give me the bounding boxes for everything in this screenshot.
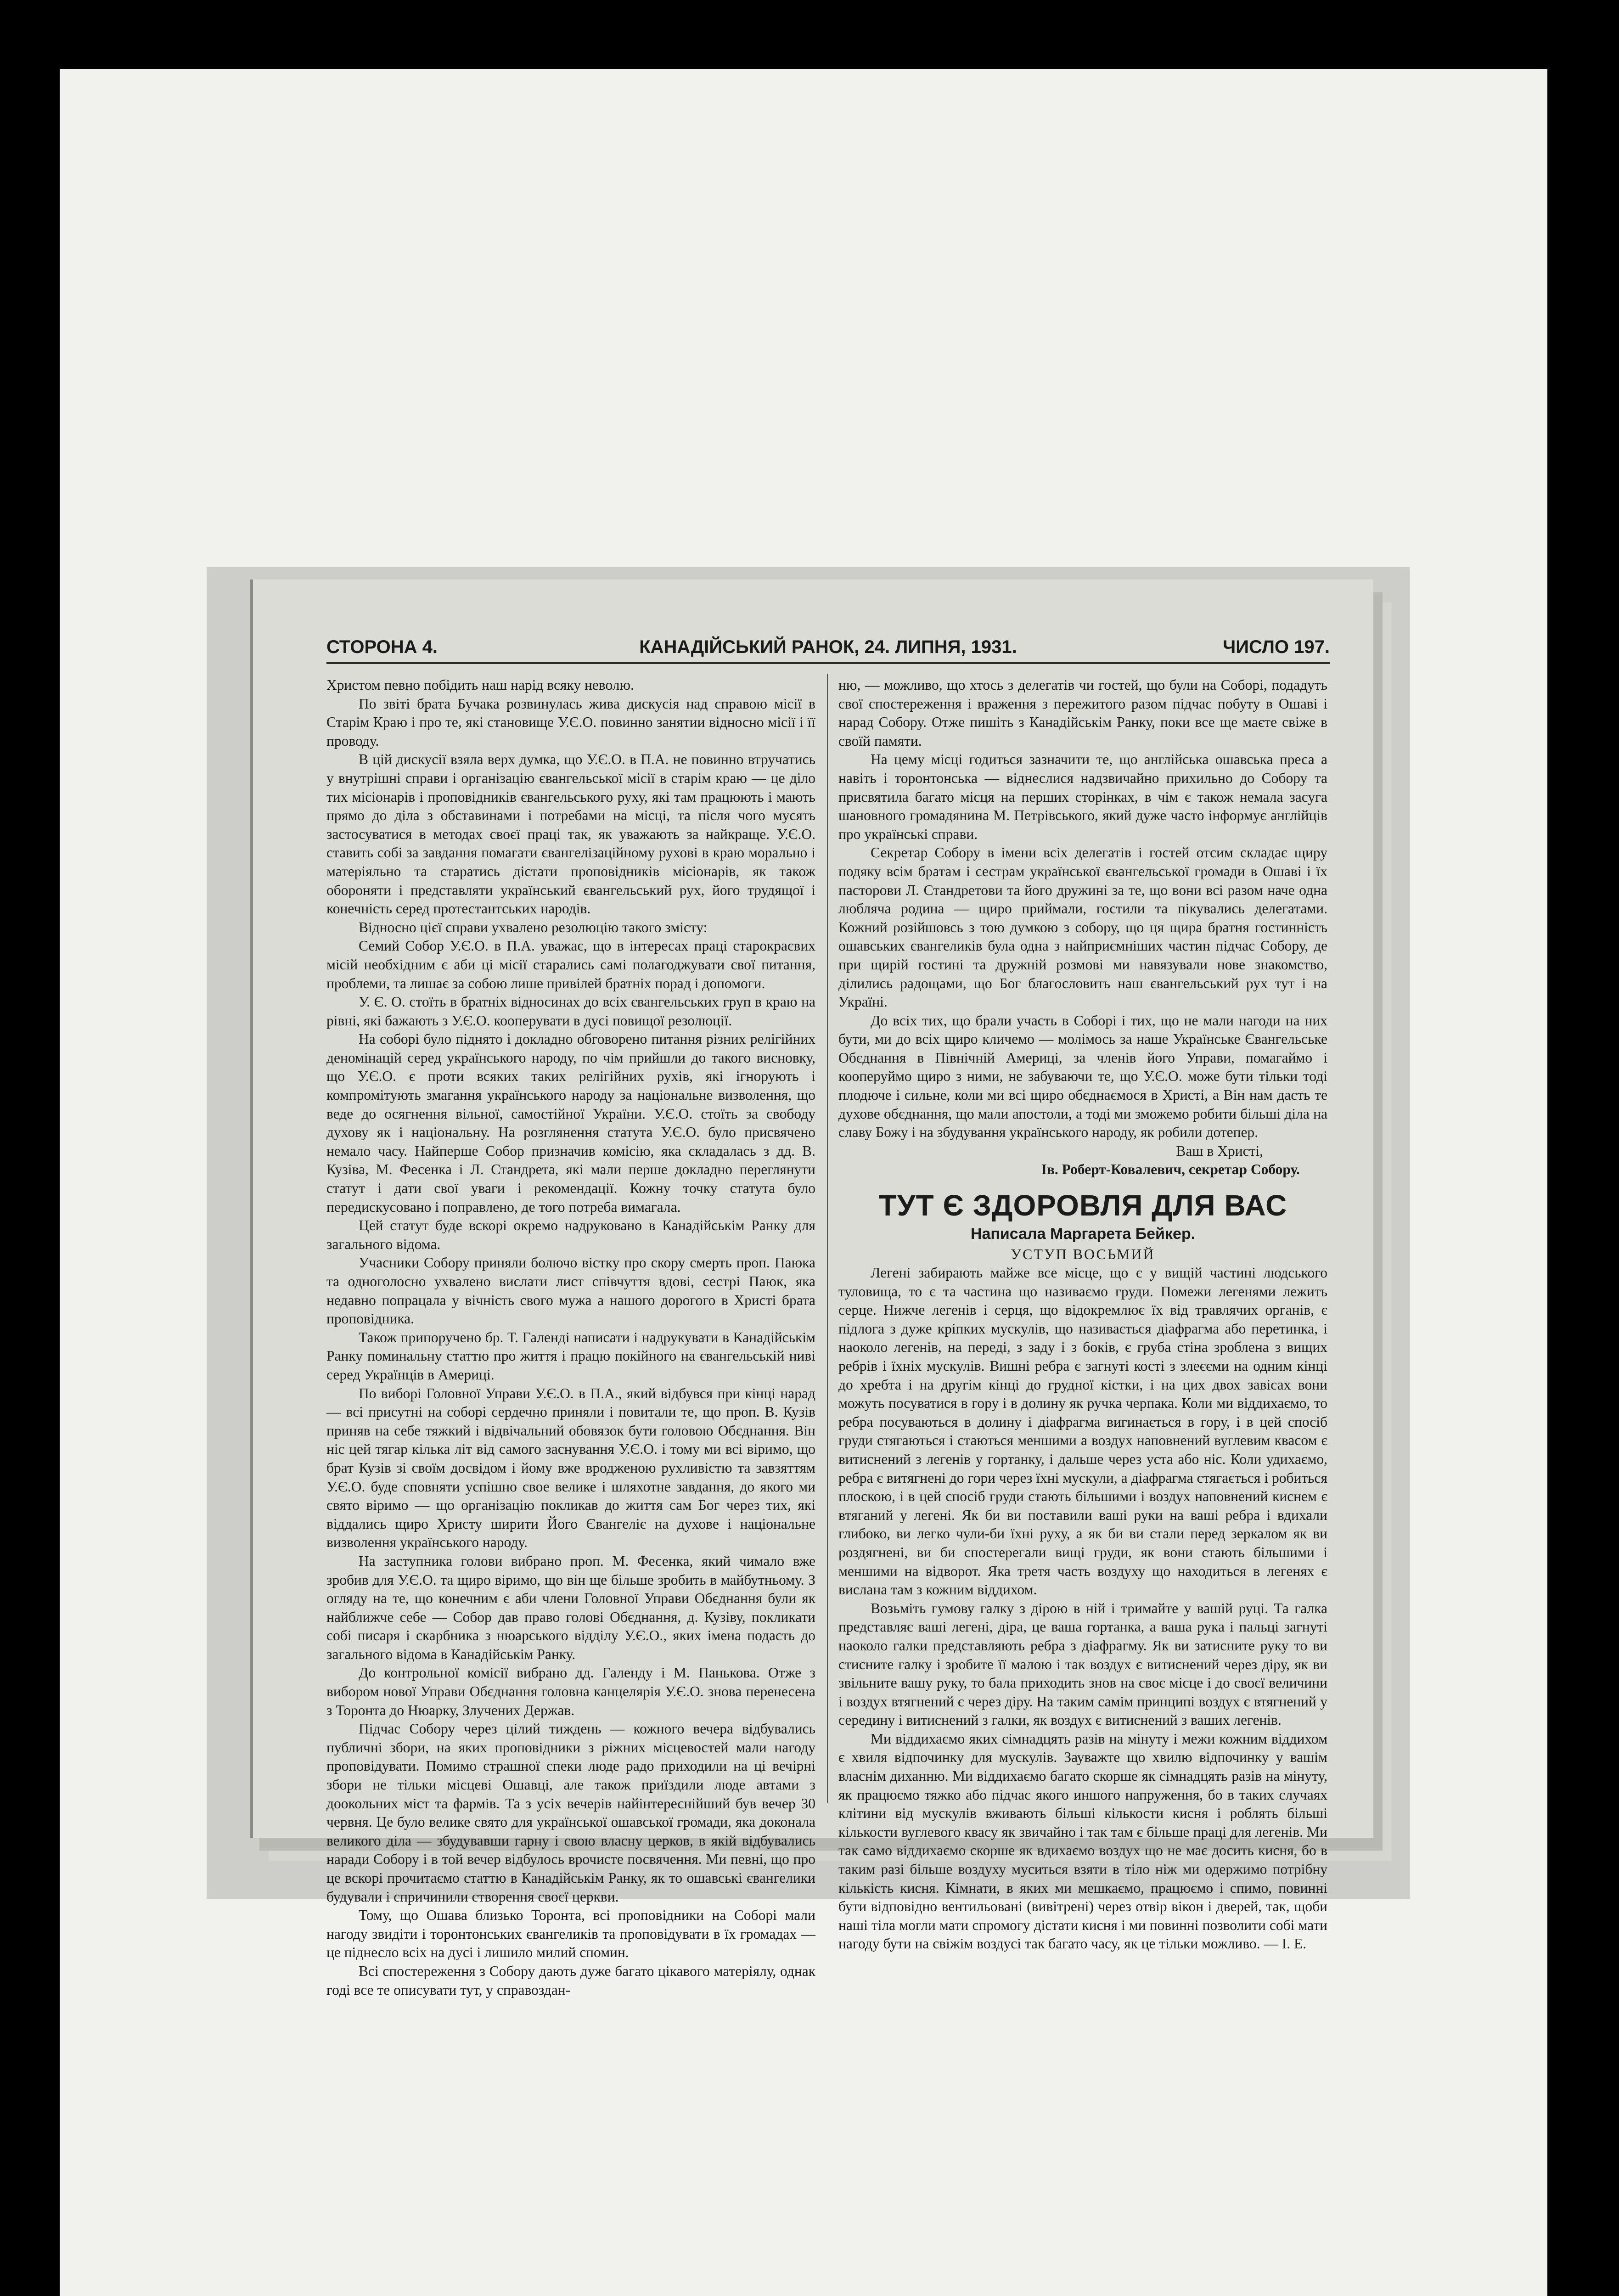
article-title: ТУТ Є ЗДОРОВЛЯ ДЛЯ ВАС: [878, 1189, 1287, 1222]
paragraph: По виборі Головної Управи У.Є.О. в П.А., який відбувся при кінці нарад — всі присутні на соборі сердечно приняли і повитали те, що проп. В. Кузів приняв на себе тяжкий і відвічальний обовязок бути головою Обєднання. Він ніс цей тягар кілька літ від самого заснування У.Є.О. і тому ми всі віримо, що брат Кузів зі своїм досвідом і йому вже вродженою рухливістю та завзяттям У.Є.О. буде сповняти успішно свое велике і шляхотне завдання, до якого ми свято віримо — що організацію покликав до життя сам Бог через тих, які віддались щиро Христу ширити Його Євангеліє на духове і національне визволення українського народу.: [326, 1385, 815, 1551]
paragraph: В цій дискусії взяла верх думка, що У.Є.О. в П.А. не повинно втручатись у внутрішні справи і організацію євангельської місії в старім краю — це діло тих місіонарів і проповідників євангельського руху, які там працюють і мають прямо до діла з обставинами і потребами на місці, та після чого мусять застосуватися в методах своєї праці так, як уважають за найкраще. У.Є.О. ставить собі за завдання помагати євангелізаційному рухові в краю морально і матеріяльно та старатись дістати проповідників місіонарів, як також обороняти і представляти український євангельський рух, його трудящої і конечність серед протестантських народів.: [326, 751, 815, 917]
article-paragraph: Легені забирають майже все місце, що є у вищій частині людського туловища, то є та частина що називаємо груди. Помежи легенями лежить серце. Нижче легенів і серця, що відокремлює їх від травлячих органів, є підлога з дуже кріпких мускулів, що називається діафрагма або перетинка, і наоколо легенів, на переді, з заду і з боків, є груба стіна зроблена з вищих ребрів і їхніх мускулів. Вишні ребра є загнуті кості з злеєєми на одним кінці до хребта і на другім кінці до грудної кістки, і на цих двох завісах вони можуть посуватися в гору і в долину як ручка черпака. Коли ми віддихаємо, то ребра посуваються в долину і діафрагма вигинається в гору, і в цей спосіб груди стягаються і стаються меншими а воздух наповнений вуглевим квасом є витиснений з легенів у гортанку, і дальше через уста або ніс. Коли удихаємо, ребра є витягнені до гори через їхні мускули, а діафрагма стягається і робиться плоскою, і в цей спосіб груди стають більшими і воздух наповнений киснем є втяганий у легені. Як би ви поставили ваші руки на ваші ребра і вдихали глибоко, ви легко чули-би їхні руху, а як би ви стали перед зеркалом як ви роздягнені, ви би спостерегали вищі груди, як вони стають більшими і меншими на відворот. Яка третя часть воздуху що находиться в легенях є вислана там з кожним віддихом.: [838, 1265, 1327, 1598]
page-header: [326, 637, 1330, 669]
left-column: [326, 676, 815, 1999]
paragraph: На соборі було піднято і докладно обговорено питання різних релігійних деномінацій серед українського народу, по чім прийшли до такого висновку, що У.Є.О. є проти всяких таких релігійних рухів, які ігнорують і компромітують змагання українського народу за національне визволення, що веде до осягнення вільної, самостійної України. У.Є.О. стоїть за свободу духову як і національну. На розглянення статута У.Є.О. було присвячено немало часу. Найперше Собор призначив комісію, яка складалась з дд. В. Кузіва, М. Фесенка і Л. Стандрета, які мали перше докладно переглянути статут і дати свої уваги і рекомендації. Кожну точку статута було передискусовано і поправлено, де того потреба вимагала.: [326, 1031, 815, 1215]
paragraph: До всіх тих, що брали участь в Соборі і тих, що не мали нагоди на них бути, ми до всіх щиро кличемо — молімось за наше Українське Євангельське Обєднання в Північній Америці, за членів його Управи, помагаймо і кооперуймо щиро з ними, не забуваючи те, що У.Є.О. може бути тільки тоді плодюче і сильне, коли ми всі щиро обєднаємося в Христі, а Він нам дасть те духове обєднання, що мали апостоли, а тоді ми зможемо робити більші діла на славу Божу і на збудування українського народу, як робили дотепер.: [838, 1012, 1327, 1141]
masthead: КАНАДІЙСЬКИЙ РАНОК, 24. ЛИПНЯ, 1931.: [639, 637, 1017, 657]
paragraph: Учасники Собору приняли болючо вістку про скору смерть проп. Паюка та одноголосно ухвалено вислати лист співчуття вдові, сестрі Паюк, яка недавно попрацала у вічність свого мужа а нашого дорогого в Христі брата проповідника.: [326, 1255, 815, 1327]
newspaper-page: [250, 580, 1373, 1998]
paragraph: На цему місці годиться зазначити те, що англійська ошавська преса а навіть і торонтонська — віднеслися надзвичайно прихильно до Собору та присвятила багато місця на перших сторінках, в чім є також немала засуга шановного громадянина М. Петрівського, який дуже часто інформує англійців про українські справи.: [838, 751, 1327, 842]
resolution-paragraph: У. Є. О. стоїть в братніх відносинах до всіх євангельських груп в краю на рівні, які бажають з У.Є.О. кооперувати в дусі повищої резолюції.: [326, 994, 815, 1029]
article-paragraph: Ми віддихаємо яких сімнадцять разів на мінуту і межи кожним віддихом є хвиля відпочинку для мускулів. Зауважте що хвилю відпочинку у вашім власнім диханню. Ми віддихаємо багато скорше як сімнадцять разів на мінуту, як працюємо тяжко або підчас якого иншого напруження, бо в таких случаях клітини від мускулів вживають більші кількости кисня і роблять більші кількости вуглевого квасу як звичайно і так там є більше праці для легенів. Ми так само віддихаємо скорше як вдихаємо воздух що не має досить кисня, бо в таким разі більше воздуху муситься взяти в тіло ніж ми одержимо потрібну кількість кисня. Кімнати, в яких ми мешкаємо, працюємо і спимо, повинні бути відповідно вентильовані (вивітрені) через отвір вікон і дверей, так, щоби наші тіла могли мати спромогу дістати кисня і ми повинні позволити собі мати нагоду бути на свіжім воздусі так багато часу, як це тільки можливо. — І. Е.: [838, 1730, 1327, 1952]
page-number: СТОРОНА 4.: [326, 637, 438, 657]
issue-number: ЧИСЛО 197.: [1223, 637, 1330, 657]
article-author: Написала Маргарета Бейкер.: [970, 1225, 1196, 1243]
paragraph: Секретар Собору в імени всіх делегатів і гостей отсим складає щиру подяку всім братам і сестрам української євангельської громади в Ошаві і їх пасторови Л. Стандретови та його дружині за те, що вони всі разом наче одна люблячa родина — щиро приймали, гостили та пікувались делегатами. Кожний розійшовсь з тою думкою з собору, що ця щира братня гостинність ошавських євангеликів була одна з найприємніших частин підчас Собору, де при щирій гостині та дружній розмові ми навязували нове знакомство, ділились радощами, що Бог благословить наш євангельський рух тут і на Україні.: [838, 844, 1327, 1010]
paragraph: Відносно цієї справи ухвалено резолюцію такого змісту:: [359, 919, 708, 935]
resolution-paragraph: Семий Собор У.Є.О. в П.А. уважає, що в інтересах праці старокраєвих місій необхідним є аби ці місії старались самі полагоджувати свої питання, проблеми, та лишає за собою лише привілей братніх порад і допомоги.: [326, 938, 815, 991]
right-column: [838, 676, 1327, 1953]
article-part: УСТУП ВОСЬМИЙ: [1011, 1246, 1155, 1263]
paragraph: Також припоручено бр. Т. Галенді написати і надрукувати в Канадійськім Ранку поминальну статтю про життя і працю покійного на євангельській ниві серед Українців в Америці.: [326, 1329, 815, 1383]
paragraph: На заступника голови вибрано проп. М. Фесенка, який чимало вже зробив для У.Є.О. та щиро віримо, що він ще більше зробить в майбутньому. З огляду на те, що конечним є аби члени Головної Управи Обєднання були як найближче себе — Собор дав право голові Обєднання, д. Кузіву, покликати собі писаря і скарбника з нюарського відділу У.Є.О., яких імена подасть до загального відома в Канадійськім Ранку.: [326, 1553, 815, 1662]
paragraph: Підчас Собору через цілий тиждень — кожного вечера відбувались публичні збори, на яких проповідники з ріжних місцевостей мали нагоду проповідувати. Помимо страшної спеки люде радо приходили на ці вечірні збори не тільки місцеві Ошавці, але також приїздили люде автами з доокольних міст та фармів. Та з усіх вечерів найінтереснійший був вечер 30 червня. Це було велике свято для української ошавської громади, яка доконала великого діла — збудувавши гарну і свою власну церков, в якій відбувались наради Собору і в той вечер відбулось врочисте посвячення. Ми певні, що про це вскорі прочитаємо статтю в Канадійськім Ранку, як то ошавські євангелики будували і спричинили створення своєї церкви.: [326, 1721, 815, 1905]
paragraph: До контрольної комісії вибрано дд. Галенду і М. Панькова. Отже з вибором нової Управи Обєднання головна канцелярія У.Є.О. знова перенесена з Торонта до Нюарку, Злучених Держав.: [326, 1665, 815, 1718]
paragraph: Тому, що Ошава близько Торонта, всі проповідники на Соборі мали нагоду звидіти і торонтонських євангеликів та проповідувати в їх громадах — це піднесло всіх на дусі і лишило милий спомин.: [326, 1907, 815, 1961]
closing-line: Ваш в Христі,: [1176, 1142, 1263, 1159]
article-paragraph: Возьміть гумову галку з дірою в ній і тримайте у вашій руці. Та галка представляє ваші легені, діра, це ваша гортанка, а ваша рука і пальці загнуті наоколо галки представляють ребра з діафрагму. Як ви затисните руку то ви стисните галку і зробите її малою і так воздух є витиснений через діру, як ви звільните вашу руку, то бала приходить знов на своє місце і до своєї величини і воздух втягнений є через діру. На таким самім принципі воздух є втягнений у середину і витиснений з галки, як воздух є витиснений з ваших легенів.: [838, 1600, 1327, 1728]
paragraph: Цей статут буде вскорі окремо надруковано в Канадійськім Ранку для загального відома.: [326, 1217, 815, 1252]
column-divider: [827, 674, 828, 1803]
paragraph: Христом певно побідить наш нарід всяку неволю.: [326, 677, 634, 693]
paragraph: Всі спостереження з Собору дають дуже багато цікавого матеріялу, однак годі все те описувати тут, у справоздан-: [326, 1963, 815, 1998]
paragraph: По звіті брата Бучака розвинулась жива дискусія над справою місії в Старім Краю і про те, які становище У.Є.О. повинно занятии відносно місії і її проводу.: [326, 695, 815, 749]
header-rule: [326, 662, 1330, 664]
signature: Ів. Роберт-Ковалевич, секретар Собору.: [1041, 1161, 1300, 1178]
paragraph: ню, — можливо, що хтось з делегатів чи гостей, що були на Соборі, подадуть свої спостереження і враження з пережитого разом підчас побуту в Ошаві і нарад Собору. Отже пишіть з Канадійськім Ранку, поки все ще маєте свіже в своїй памяти.: [838, 677, 1327, 749]
